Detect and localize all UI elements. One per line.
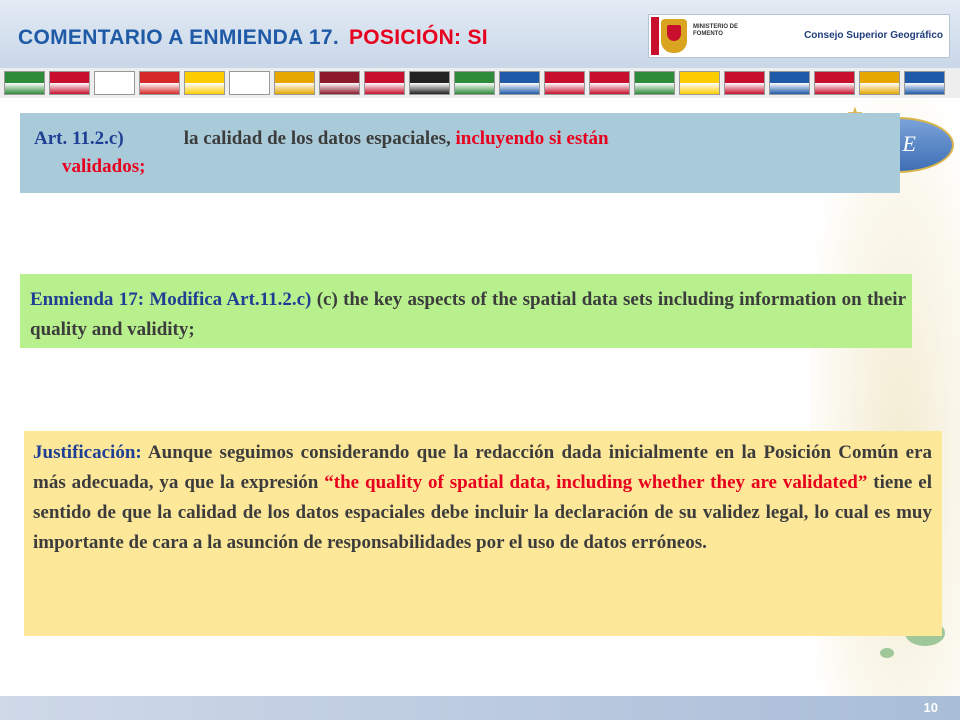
- justification-text-2: tiene el sentido de que la calidad de los datos espaciales debe incluir la declaración de su validez legal, lo cual es muy importante de cara a la asunción de responsabilidades por el uso de datos erróneos.: [33, 472, 932, 553]
- org-name: Consejo Superior Geográfico: [804, 30, 943, 41]
- amendment-text: (c) the key aspects of the spatial data sets including information on their quality and validity;: [30, 289, 907, 340]
- regional-flag-icon: [139, 71, 180, 95]
- justification-quote: “the quality of spatial data, including whether they are validated”: [324, 472, 868, 493]
- regional-flag-icon: [634, 71, 675, 95]
- position-text: POSICIÓN: SI: [348, 26, 488, 49]
- regional-flag-icon: [229, 71, 270, 95]
- regional-flag-icon: [4, 71, 45, 95]
- justification-label: Justificación:: [33, 442, 142, 463]
- footer-bar: [0, 696, 960, 720]
- map-island-icon: [880, 648, 894, 658]
- amendment-label: Enmienda 17: Modifica Art.11.2.c): [30, 289, 312, 310]
- justification-text-1: Aunque seguimos considerando que la redacción dada inicialmente en la Posición Común era más adecuada, ya que la expresión: [33, 442, 932, 493]
- regional-flag-icon: [589, 71, 630, 95]
- article-text: la calidad de los datos espaciales,: [183, 128, 451, 149]
- regional-flag-icon: [184, 71, 225, 95]
- regional-flag-icon: [679, 71, 720, 95]
- justification-box: [24, 431, 942, 636]
- regional-flag-icon: [94, 71, 135, 95]
- regional-flag-icon: [364, 71, 405, 95]
- article-red-text: incluyendo si están: [455, 128, 609, 149]
- amendment-box: [20, 274, 912, 348]
- header-bar: [0, 0, 960, 68]
- article-ref: Art. 11.2.c): [34, 128, 124, 149]
- crest-bar: [651, 17, 659, 55]
- coat-of-arms-icon: [661, 19, 687, 53]
- regional-flag-icon: [274, 71, 315, 95]
- regional-flag-icon: [499, 71, 540, 95]
- slide-title: [18, 26, 488, 50]
- regional-flag-icon: [319, 71, 360, 95]
- regional-flag-icon: [49, 71, 90, 95]
- article-red-text-2: validados;: [62, 156, 146, 177]
- regional-flag-icon: [769, 71, 810, 95]
- page-number: 10: [923, 700, 938, 715]
- regional-flag-icon: [904, 71, 945, 95]
- regional-flag-icon: [409, 71, 450, 95]
- ministry-name: MINISTERIO DE FOMENTO: [693, 24, 739, 37]
- article-box: [20, 113, 900, 193]
- regional-flag-icon: [814, 71, 855, 95]
- logo-letter: E: [902, 131, 916, 156]
- regional-flag-icon: [454, 71, 495, 95]
- regional-flag-icon: [859, 71, 900, 95]
- regional-flags-strip: [0, 68, 960, 98]
- regional-flag-icon: [724, 71, 765, 95]
- ministry-logo: [648, 14, 950, 58]
- title-text: COMENTARIO A ENMIENDA 17.: [18, 26, 339, 49]
- regional-flag-icon: [544, 71, 585, 95]
